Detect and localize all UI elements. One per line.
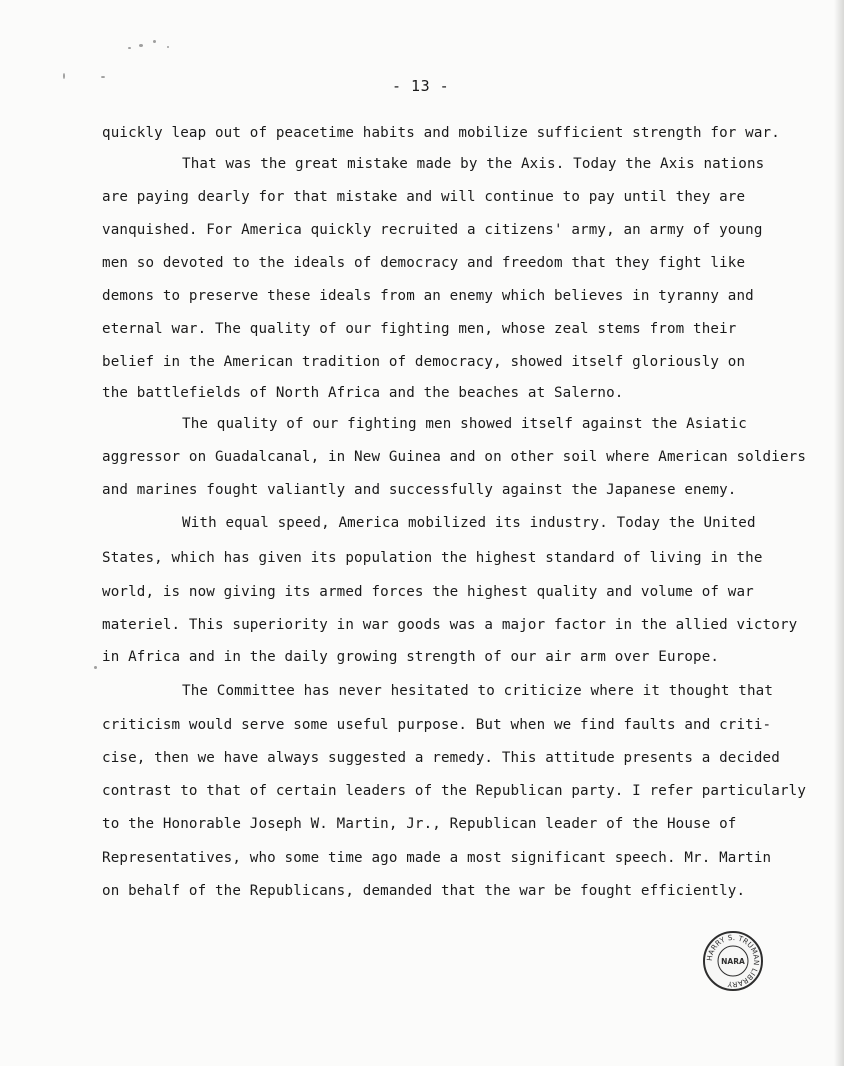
body-line: States, which has given its population the highest standard of living in the: [102, 550, 763, 566]
scan-edge-shadow: [834, 0, 844, 1066]
scan-speck: [167, 46, 169, 48]
scan-speck: [94, 666, 97, 669]
body-line: aggressor on Guadalcanal, in New Guinea and on other soil where American soldiers: [102, 449, 807, 465]
body-line: men so devoted to the ideals of democracy and freedom that they fight like: [102, 255, 746, 271]
page-number: - 13 -: [392, 77, 450, 95]
body-line: vanquished. For America quickly recruited a citizens' army, an army of young: [102, 222, 763, 238]
body-line: contrast to that of certain leaders of the Republican party. I refer particularly: [102, 783, 807, 799]
body-line: materiel. This superiority in war goods was a major factor in the allied victory: [102, 617, 798, 633]
scan-speck: [128, 47, 131, 49]
library-stamp: [702, 930, 764, 992]
body-line: are paying dearly for that mistake and will continue to pay until they are: [102, 189, 746, 205]
body-line: With equal speed, America mobilized its industry. Today the United: [182, 515, 756, 531]
body-line: to the Honorable Joseph W. Martin, Jr., Republican leader of the House of: [102, 816, 737, 832]
body-line: and marines fought valiantly and successfully against the Japanese enemy.: [102, 482, 737, 498]
body-line: belief in the American tradition of democracy, showed itself gloriously on: [102, 354, 746, 370]
scan-speck: [139, 44, 143, 47]
body-line: criticism would serve some useful purpose. But when we find faults and criti-: [102, 717, 772, 733]
body-line: Representatives, who some time ago made a most significant speech. Mr. Martin: [102, 850, 772, 866]
body-line: The Committee has never hesitated to criticize where it thought that: [182, 683, 774, 699]
body-line: world, is now giving its armed forces the highest quality and volume of war: [102, 584, 754, 600]
body-line: eternal war. The quality of our fighting men, whose zeal stems from their: [102, 321, 737, 337]
body-line: That was the great mistake made by the Axis. Today the Axis nations: [182, 156, 765, 172]
body-line: demons to preserve these ideals from an enemy which believes in tyranny and: [102, 288, 754, 304]
scan-speck: [153, 40, 156, 43]
body-line: the battlefields of North Africa and the beaches at Salerno.: [102, 385, 624, 401]
stamp-outer-text: HARRY S. TRUMAN LIBRARY: [704, 932, 762, 990]
body-line: cise, then we have always suggested a remedy. This attitude presents a decided: [102, 750, 780, 766]
body-line: on behalf of the Republicans, demanded that the war be fought efficiently.: [102, 883, 746, 899]
scan-speck: [63, 73, 65, 79]
scan-speck: [101, 76, 105, 78]
body-line: in Africa and in the daily growing strength of our air arm over Europe.: [102, 649, 720, 665]
stamp-center-text: NARA: [721, 957, 745, 966]
body-line: quickly leap out of peacetime habits and mobilize sufficient strength for war.: [102, 125, 780, 141]
body-line: The quality of our fighting men showed itself against the Asiatic: [182, 416, 747, 432]
